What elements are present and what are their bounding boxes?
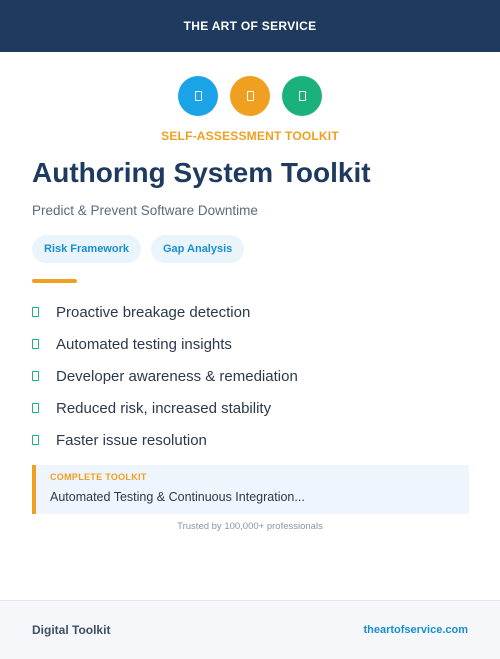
kicker-label: SELF-ASSESSMENT TOOLKIT [161,129,339,143]
list-item [32,392,298,424]
complete-toolkit-callout[interactable] [32,465,469,514]
list-item [32,360,298,392]
feature-text: Faster issue resolution [56,431,207,449]
feature-text: Developer awareness & remediation [56,367,298,385]
check-icon [32,403,39,413]
feature-text: Reduced risk, increased stability [56,399,272,417]
feature-text: Proactive breakage detection [56,303,251,321]
list-item [32,296,298,328]
header-banner [0,0,500,52]
toolkit-label: COMPLETE TOOLKIT [50,472,147,482]
feature-text: Automated testing insights [56,335,232,353]
trusted-note: Trusted by 100,000+ professionals [177,521,323,532]
check-icon [32,371,39,381]
check-icon [32,339,39,349]
footer-label: Digital Toolkit [32,623,111,637]
toolkit-text: Automated Testing & Continuous Integration... [50,490,305,504]
page-subtitle: Predict & Prevent Software Downtime [32,203,258,218]
website-link[interactable]: theartofservice.com [363,624,468,636]
accent-divider [32,279,77,283]
check-icon [32,435,39,445]
brand-title: THE ART OF SERVICE [183,19,317,33]
document-icon [282,76,322,116]
list-item [32,424,298,456]
tag-risk-framework[interactable]: Risk Framework [32,235,141,263]
check-icon [32,307,39,317]
tag-gap-analysis[interactable]: Gap Analysis [151,235,244,263]
list-item [32,328,298,360]
document-icon [178,76,218,116]
feature-list [32,296,298,456]
icon-row [0,76,500,116]
page-title: Authoring System Toolkit [32,157,371,188]
tag-list [32,235,244,263]
footer [0,600,500,659]
document-icon [230,76,270,116]
